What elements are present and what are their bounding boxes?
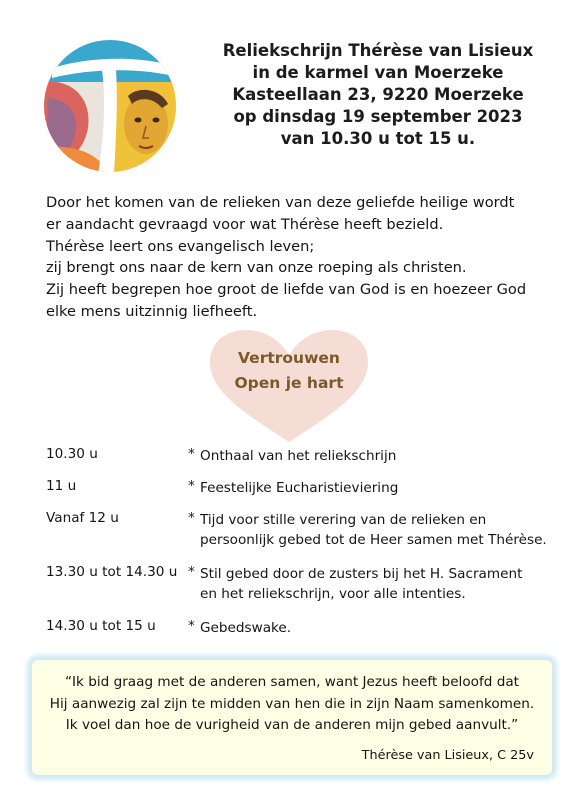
bullet-asterisk: *	[188, 618, 195, 634]
intro-line: Thérèse leert ons evangelisch leven;	[46, 237, 315, 255]
schedule-time: 11 u	[46, 478, 77, 494]
schedule-desc: persoonlijk gebed tot de Heer samen met Thérèse.	[200, 532, 547, 548]
intro-line: elke mens uitzinnig liefheeft.	[46, 302, 258, 320]
therese-logo-icon	[42, 38, 178, 174]
quote-box	[32, 660, 552, 775]
quote-line: Ik voel dan hoe de vurigheid van de anderen mijn gebed aanvult.”	[65, 717, 519, 733]
header-time: van 10.30 u tot 15 u.	[280, 129, 476, 148]
intro-line: Door het komen van de relieken van deze geliefde heilige wordt	[46, 194, 515, 211]
header-address: Kasteellaan 23, 9220 Moerzeke	[232, 85, 524, 104]
bullet-asterisk: *	[188, 478, 195, 494]
schedule-desc: Feestelijke Eucharistieviering	[200, 480, 399, 496]
schedule-desc: Onthaal van het reliekschrijn	[200, 448, 397, 464]
intro-line: zij brengt ons naar de kern van onze roeping als christen.	[46, 259, 467, 277]
schedule-desc: Gebedswake.	[200, 620, 292, 636]
intro-line: Zij heeft begrepen hoe groot de liefde van God is en hoezeer God	[46, 281, 527, 299]
schedule-time: Vanaf 12 u	[46, 510, 119, 526]
heart-line-trust: Vertrouwen	[238, 349, 340, 367]
heart-text	[206, 346, 372, 396]
intro-line: er aandacht gevraagd voor wat Thérèse heeft bezield.	[46, 215, 444, 233]
schedule-time: 14.30 u tot 15 u	[46, 618, 156, 634]
schedule-desc: en het reliekschrijn, voor alle intenties.	[200, 586, 466, 602]
header-date: op dinsdag 19 september 2023	[233, 107, 523, 126]
schedule-time: 10.30 u	[46, 446, 98, 462]
quote-line: “Ik bid graag met de anderen samen, want Jezus heeft beloofd dat	[64, 674, 519, 690]
bullet-asterisk: *	[188, 510, 195, 526]
quote-text	[32, 672, 552, 737]
header-location: in de karmel van Moerzeke	[252, 63, 504, 82]
bullet-asterisk: *	[188, 564, 195, 580]
intro-paragraph	[46, 192, 566, 323]
schedule-time: 13.30 u tot 14.30 u	[46, 564, 178, 580]
heart-line-open: Open je hart	[234, 374, 344, 392]
bullet-asterisk: *	[188, 446, 195, 462]
quote-line: Hij aanwezig zal zijn te midden van hen die in zijn Naam samenkomen.	[49, 695, 535, 712]
schedule-desc: Stil gebed door de zusters bij het H. Sacrament	[200, 566, 523, 582]
schedule-desc: Tijd voor stille verering van de relieken en	[200, 512, 487, 528]
event-header	[198, 40, 558, 150]
quote-author: Thérèse van Lisieux, C 25v	[361, 748, 534, 763]
header-title: Reliekschrijn Thérèse van Lisieux	[222, 41, 534, 60]
